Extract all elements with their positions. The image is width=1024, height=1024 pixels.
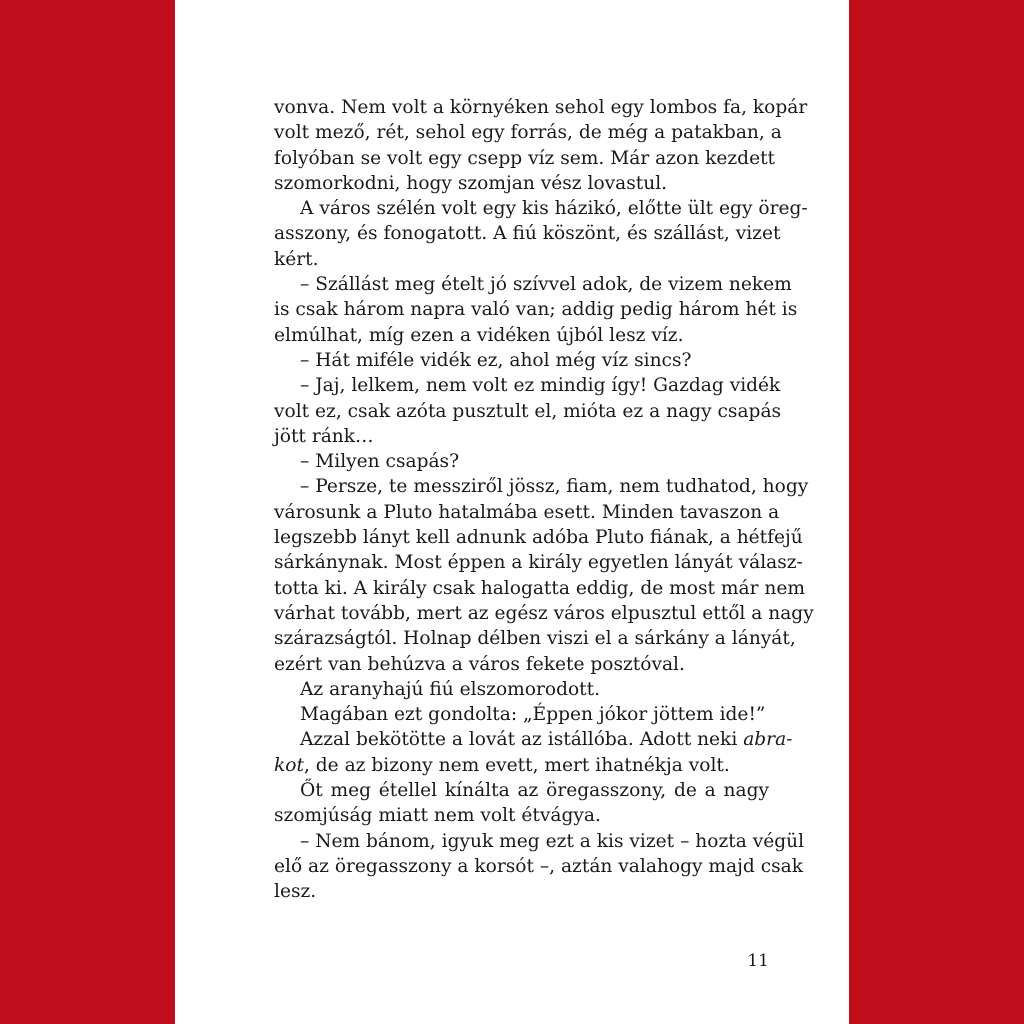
paragraph: [274, 196, 808, 272]
body-text: [274, 95, 814, 905]
paragraph: [274, 474, 814, 676]
text-line: – Nem bánom, igyuk meg ezt a kis vizet – hozta végül: [300, 830, 805, 852]
text-line: volt mező, rét, sehol egy forrás, de még a patakban, a: [274, 122, 782, 144]
text-line: – Hát miféle vidék ez, ahol még víz sincs?: [300, 349, 692, 371]
text-run: , de az bizony nem evett, mert ihatnékja volt.: [303, 754, 730, 776]
paragraph: [274, 778, 769, 829]
text-line: volt ez, csak azóta pusztult el, mióta ez a nagy csapás: [274, 400, 782, 422]
text-line: jött ránk…: [274, 425, 374, 447]
text-run: Azzal bekötötte a lovát az istállóba. Adott neki: [300, 729, 744, 751]
text-line: – Jaj, lelkem, nem volt ez mindig így! Gazdag vidék: [300, 375, 781, 397]
paragraph: [274, 449, 769, 474]
text-line: – Persze, te messziről jössz, fiam, nem tudhatod, hogy: [300, 476, 809, 498]
text-line: Az aranyhajú fiú elszomorodott.: [300, 678, 601, 700]
text-line: is csak három napra való van; addig pedig három hét is: [274, 299, 798, 321]
text-line: városunk a Pluto hatalmába esett. Minden tavaszon a: [274, 501, 780, 523]
paragraph: [274, 373, 782, 449]
text-line: várhat tovább, mert az egész város elpusztul ettől a nagy: [274, 602, 814, 624]
text-line: szomjúság miatt nem volt étvágya.: [274, 805, 601, 827]
left-red-band: [0, 0, 175, 1024]
text-line: vonva. Nem volt a környéken sehol egy lombos fa, kopár: [274, 97, 808, 118]
text-line: lesz.: [274, 881, 317, 903]
text-line: legszebb lányt kell adnunk adóba Pluto fiának, a hétfejű: [274, 527, 803, 549]
italic-word: abra-: [743, 729, 793, 751]
text-line: Őt meg étellel kínálta az öregasszony, de a nagy: [300, 780, 769, 802]
text-line: szomorkodni, hogy szomjan vész lovastul.: [274, 172, 668, 194]
text-line: szárazságtól. Holnap délben viszi el a sárkány a lányát,: [274, 628, 796, 650]
paragraph: [274, 702, 769, 727]
text-line: totta ki. A király csak halogatta eddig, de most már nem: [274, 577, 806, 599]
text-line: asszony, és fonogatott. A fiú köszönt, és szállást, vizet: [274, 223, 781, 245]
text-line: folyóban se volt egy csepp víz sem. Már azon kezdett: [274, 147, 776, 169]
paragraph: [274, 348, 769, 373]
text-line: – Szállást meg ételt jó szívvel adok, de vizem nekem: [300, 274, 792, 296]
text-line: ezért van behúzva a város fekete posztóval.: [274, 653, 685, 675]
text-line: A város szélén volt egy kis házikó, előtte ült egy öreg-: [300, 198, 808, 220]
paragraph: [274, 95, 808, 196]
right-red-band: [849, 0, 1024, 1024]
text-line: elmúlhat, míg ezen a vidéken újból lesz víz.: [274, 324, 684, 346]
text-line: elő az öregasszony a korsót –, aztán valahogy majd csak: [274, 855, 804, 877]
text-line: sárkánynak. Most éppen a király egyetlen lányát válasz-: [274, 552, 803, 574]
italic-word: kot: [274, 754, 304, 776]
text-line: [274, 727, 793, 752]
page-number: 11: [747, 951, 769, 971]
paragraph: [274, 829, 805, 905]
paragraph: [274, 677, 769, 702]
paragraph: [274, 272, 798, 348]
text-line: [274, 753, 769, 778]
text-line: – Milyen csapás?: [300, 451, 460, 473]
paragraph: [274, 727, 793, 778]
text-line: Magában ezt gondolta: „Éppen jókor jöttem ide!”: [300, 704, 766, 726]
text-line: kért.: [274, 248, 319, 270]
